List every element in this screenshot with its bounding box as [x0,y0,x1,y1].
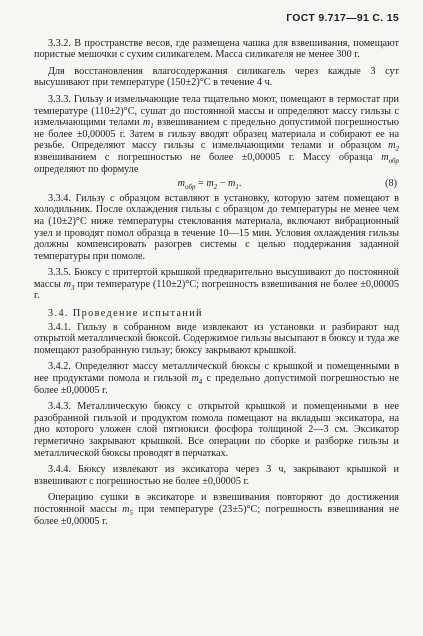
text-run: с предельно допустимой погрешностью не более ±0,00005 г. [34,373,399,396]
paragraph-3-4-1: 3.4.1. Гильзу в собранном виде извлекают из установки и разбирают над открытой металлической бюксой. Содержимое гильзы высыпают в бюксу и туда же помещают разобранную гильзу; бюксу закрывают крышкой. [34,321,399,356]
symbol-m1: $m_1$ [142,117,154,131]
section-title-3-4: 3.4. Проведение испытаний [48,308,203,320]
paragraph-3-4-2 [34,361,399,396]
text-run: Операцию сушки в эксикаторе и взвешивания повторяют до достижения постоянной массы [34,492,399,515]
text-run: 3.3.3. Гильзу и измельчающие тела тщательно моют, помещают в термостат при температуре (110±2)°С, сушат до постоянной массы и определяют массу гильзы с измельчающими телами [34,93,399,129]
symbol-m-obr: $m_{обр}$ [381,151,399,165]
text-run: 3.4.2. Определяют массу металлической бюксы с крышкой и помещенными в нее продуктами помола и гильзой [34,361,399,385]
symbol-m5: $m_5$ [122,503,134,517]
symbol-m3: $m_3$ [63,278,75,292]
text-run: при температуре (110±2)°С; погрешность взвешивания не более ±0,00005 г. [34,278,399,302]
paragraph-3-4-4: 3.4.4. Бюксу извлекают из эксикатора через 3 ч, закрывают крышкой и взвешивают с погрешностью не более ±0,00005 г. [34,464,399,487]
text-run: 3.3.5. Бюксу с притертой крышкой предварительно высушивают до постоянной массы [34,267,399,290]
paragraph-3-3-2: 3.3.2. В пространстве весов, где размещена чашка для взвешивания, помещают пористые мешочки с сухим силикагелем. Масса силикагеля не менее 300 г. [34,37,399,61]
symbol-m4: $m_4$ [191,373,203,387]
paragraph-3-3-4: 3.3.4. Гильзу с образцом вставляют в установку, которую затем помещают в холодильник. После охлаждения гильзы с образцом до температуры не менее чем на (10±2)°С ниже температуры стеклования материала, включают вибрационный узел и проводят помол образца в течение 10—15 мин. Условия охлаждения гильзы должны компенсировать разогрев системы с целью поддержания заданной температуры при помоле. [34,192,399,262]
paragraph-3-3-2-cont: Для восстановления влагосодержания силикагель через каждые 3 сут высушивают при температуре (150±2)°С в течение 4 ч. [34,65,399,89]
text-run: взвешиванием с погрешностью не более ±0,00005 г. Массу образца [34,151,382,163]
paragraph-3-3-5 [34,267,399,302]
symbol-m2: $m_2$ [388,140,399,154]
text-run: определяют по формуле [34,163,139,175]
formula-expression: $m_{обр} = m_2 - m_1$. [177,178,242,192]
text-run: взвешиванием с предельно допустимой погрешностью не более ±0,00005 г. Затем в гильзу вводят образец материала и собирают ее на резьбе. Определяют массу гильзы с измельчающими телами и образцом [34,117,399,152]
paragraph-3-4-4-cont [34,492,399,527]
page-header: ГОСТ 9.717—91 С. 15 [286,12,399,24]
text-run: при температуре (23±5)°С; погрешность взвешивания не более ±0,00005 г. [34,503,399,527]
paragraph-3-3-3 [34,94,399,175]
paragraph-3-4-3: 3.4.3. Металлическую бюксу с открытой крышкой и помещенными в нее разобранной гильзой и продуктом помола помещают на вкладыш эксикатора, на дно которого уложен слой пятиокиси фосфора толщиной 2—3 см. Эксикатор герметично закрывают крышкой. Все операции по сборке и разборке гильзы и металлической бюксы проводят в перчатках. [34,401,399,459]
formula-number: (8) [385,178,397,190]
formula-8 [34,178,399,190]
document-page [34,13,399,527]
